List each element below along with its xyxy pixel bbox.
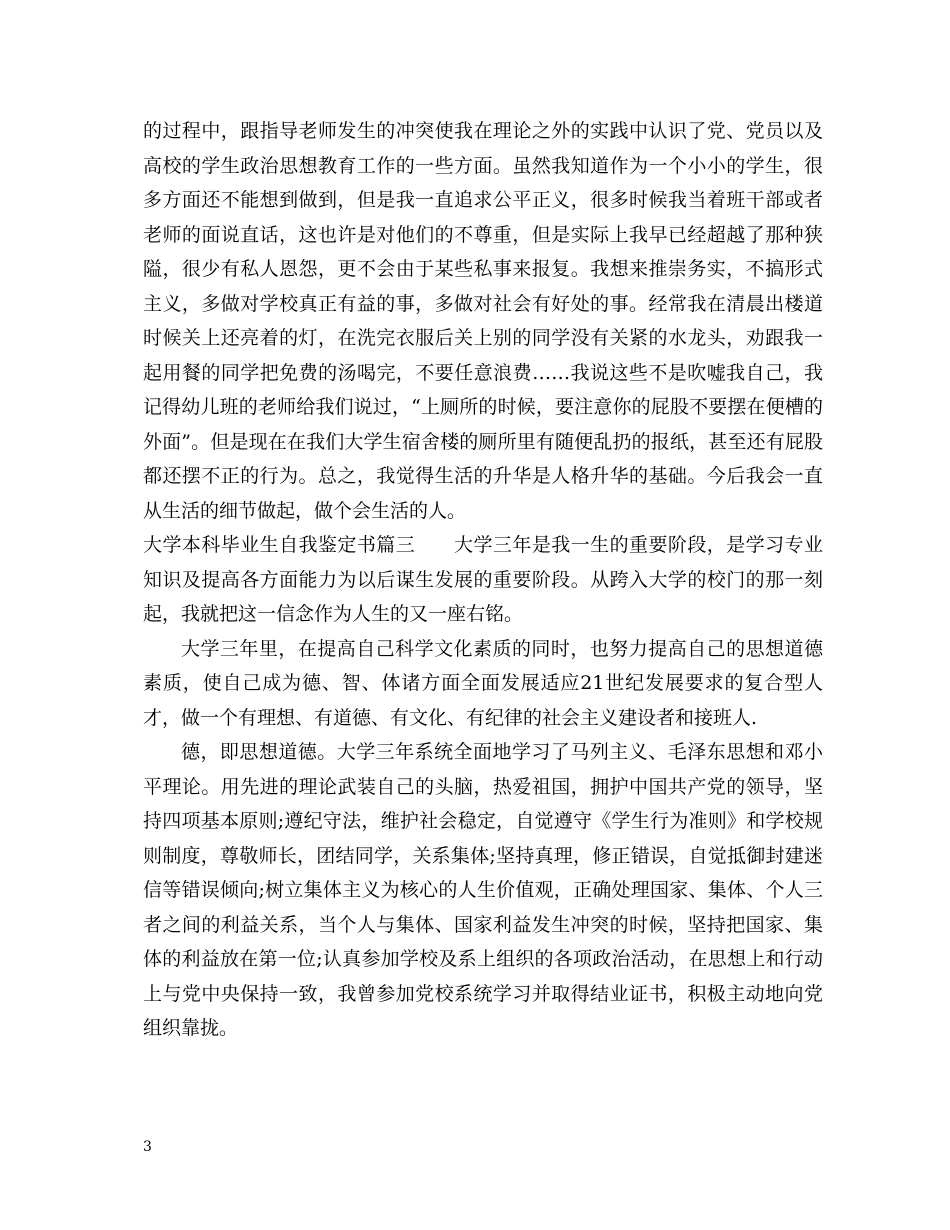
paragraph-moral-education: 德，即思想道德。大学三年系统全面地学习了马列主义、毛泽东思想和邓小平理论。用先进的理论武装自己的头脑，热爱祖国，拥护中国共产党的领导，坚持四项基本原则;遵纪守法，维护社会稳定，自觉遵守《学生行为准则》和学校规则制度，尊敬师长，团结同学，关系集体;坚持真理，修正错误，自觉抵御封建迷信等错误倾向;树立集体主义为核心的人生价值观，正确处理国家、集体、个人三者之间的利益关系，当个人与集体、国家利益发生冲突的时候，坚持把国家、集体的利益放在第一位;认真参加学校及系上组织的各项政治活动，在思想上和行动上与党中央保持一致，我曾参加党校系统学习并取得结业证书，积极主动地向党组织靠拢。 [143, 741, 823, 1039]
document-body [143, 114, 823, 1046]
paragraph-continuation: 的过程中，跟指导老师发生的冲突使我在理论之外的实践中认识了党、党员以及高校的学生政治思想教育工作的一些方面。虽然我知道作为一个小小的学生，很多方面还不能想到做到，但是我一直追求公平正义，很多时候我当着班干部或者老师的面说直话，这也许是对他们的不尊重，但是实际上我早已经超越了那种狭隘，很少有私人恩怨，更不会由于某些私事来报复。我想来推崇务实，不搞形式主义，多做对学校真正有益的事，多做对社会有好处的事。经常我在清晨出楼道时候关上还亮着的灯，在洗完衣服后关上别的同学没有关紧的水龙头，劝跟我一起用餐的同学把免费的汤喝完，不要任意浪费……我说这些不是吹嘘我自己，我记得幼儿班的老师给我们说过，“上厕所的时候，要注意你的屁股不要摆在便槽的外面”。但是现在在我们大学生宿舍楼的厕所里有随便乱扔的报纸，甚至还有屁股都还摆不正的行为。总之，我觉得生活的升华是人格升华的基础。今后我会一直从生活的细节做起，做个会生活的人。 [143, 120, 823, 522]
page-number: 3 [143, 1139, 152, 1155]
paragraph-three-years: 大学三年里，在提高自己科学文化素质的同时，也努力提高自己的思想道德素质，使自己成为德、智、体诸方面全面发展适应21世纪发展要求的复合型人才，做一个有理想、有道德、有文化、有纪律的社会主义建设者和接班人. [143, 637, 823, 729]
paragraph-section-three-intro: 大学本科毕业生自我鉴定书篇三 大学三年是我一生的重要阶段，是学习专业知识及提高各方面能力为以后谋生发展的重要阶段。从跨入大学的校门的那一刻起，我就把这一信念作为人生的又一座右铭。 [143, 534, 823, 625]
